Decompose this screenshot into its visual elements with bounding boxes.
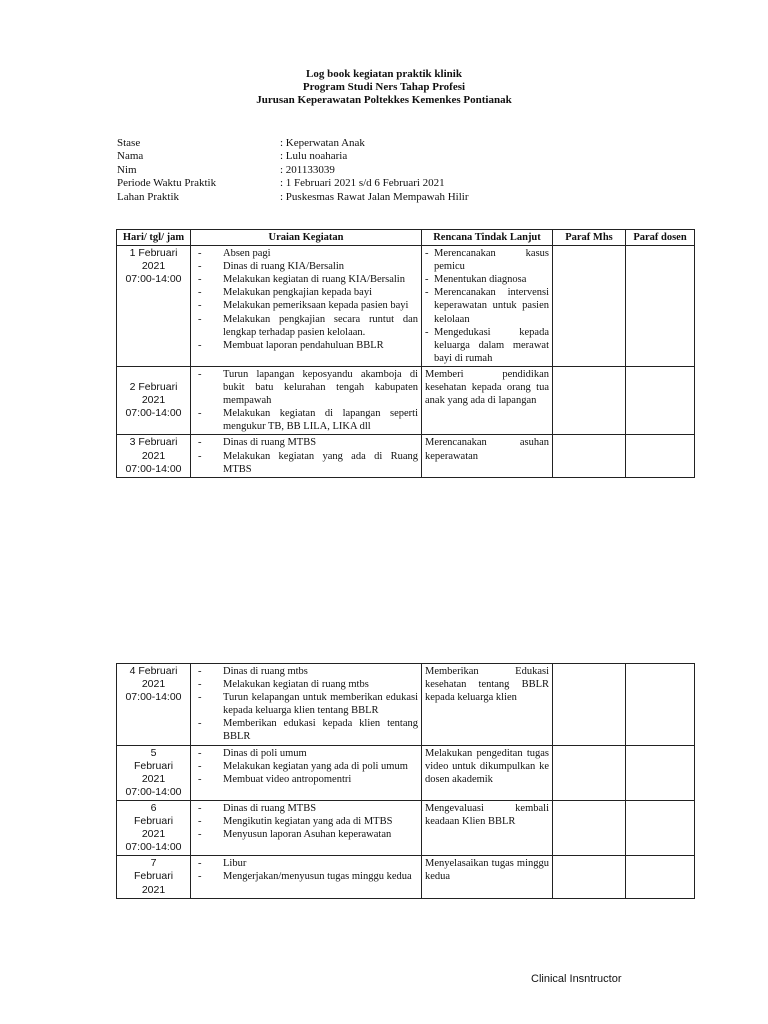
- day-cell: [117, 856, 191, 898]
- student-sign-cell: [553, 664, 626, 746]
- day-time: 07:00-14:00: [125, 462, 182, 475]
- day-cell: [117, 246, 191, 367]
- log-table-page-1: [116, 229, 695, 478]
- log-table-page-2: [116, 663, 695, 899]
- day-time: 07:00-14:00: [125, 407, 182, 420]
- document-title: [0, 68, 768, 107]
- day-year: 2021: [141, 260, 166, 273]
- activity-item: - Dinas di ruang MTBS: [194, 802, 418, 815]
- plan-cell: [422, 246, 553, 367]
- plan-item: - Merencanakan kasus pemicu: [425, 247, 549, 273]
- title-line-1: Log book kegiatan praktik klinik: [306, 68, 462, 80]
- activity-item: - Libur: [194, 857, 418, 870]
- day-time: 07:00-14:00: [125, 841, 182, 854]
- column-header-student-sign: Paraf Mhs: [553, 230, 626, 246]
- info-row-stase: [117, 137, 469, 150]
- activity-cell: [191, 745, 422, 800]
- day-cell: [117, 745, 191, 800]
- activity-item: - Dinas di ruang MTBS: [194, 436, 418, 449]
- student-sign-cell: [553, 246, 626, 367]
- plan-cell: Melakukan pengeditan tugas video untuk dikumpulkan ke dosen akademik: [422, 745, 553, 800]
- day-time: 07:00-14:00: [125, 785, 182, 798]
- activity-item: - Melakukan kegiatan yang ada di poli umum: [194, 760, 418, 773]
- lecturer-sign-cell: [626, 435, 695, 477]
- clinical-instructor-label: Clinical Insntructor: [531, 973, 622, 985]
- column-header-activity: Uraian Kegiatan: [191, 230, 422, 246]
- plan-item: - Menentukan diagnosa: [425, 273, 549, 286]
- table-row: [117, 435, 695, 477]
- activity-cell: [191, 664, 422, 746]
- student-sign-cell: [553, 856, 626, 898]
- day-number: 5: [150, 746, 157, 759]
- plan-cell: Memberikan Edukasi kesehatan tentang BBLR kepada keluarga klien: [422, 664, 553, 746]
- day-year: 2021: [141, 828, 166, 841]
- day-date: 1 Februari: [129, 247, 178, 260]
- activity-item: - Mengikutin kegiatan yang ada di MTBS: [194, 815, 418, 828]
- activity-item: - Melakukan pemeriksaan kepada pasien bayi: [194, 299, 418, 312]
- plan-cell: Menyelasaikan tugas minggu kedua: [422, 856, 553, 898]
- info-row-periode: [117, 177, 469, 190]
- column-header-plan: Rencana Tindak Lanjut: [422, 230, 553, 246]
- activity-item: - Menyusun laporan Asuhan keperawatan: [194, 828, 418, 841]
- day-month: Februari: [133, 759, 174, 772]
- activity-item: - Melakukan kegiatan yang ada di Ruang MTBS: [194, 450, 418, 476]
- day-time: 07:00-14:00: [125, 273, 182, 286]
- activity-item: - Melakukan kegiatan di ruang KIA/Bersalin: [194, 273, 418, 286]
- student-info: [117, 137, 469, 204]
- day-year: 2021: [141, 883, 166, 896]
- title-line-2: Program Studi Ners Tahap Profesi: [302, 81, 466, 93]
- activity-cell: [191, 800, 422, 855]
- lecturer-sign-cell: [626, 745, 695, 800]
- table-row: [117, 745, 695, 800]
- activity-item: - Melakukan pengkajian secara runtut dan lengkap terhadap pasien kelolaan.: [194, 313, 418, 339]
- day-year: 2021: [141, 449, 166, 462]
- info-value: : 1 Februari 2021 s/d 6 Februari 2021: [280, 177, 445, 190]
- table-row: [117, 246, 695, 367]
- activity-item: - Melakukan pengkajian kepada bayi: [194, 286, 418, 299]
- info-label: Periode Waktu Praktik: [117, 177, 217, 190]
- plan-cell: Mengevaluasi kembali keadaan Klien BBLR: [422, 800, 553, 855]
- plan-cell: Memberi pendidikan kesehatan kepada orang tua anak yang ada di lapangan: [422, 366, 553, 434]
- info-value: : 201133039: [280, 163, 335, 176]
- student-sign-cell: [553, 435, 626, 477]
- activity-item: - Turun kelapangan untuk memberikan edukasi kepada keluarga klien tentang BBLR: [194, 691, 418, 717]
- activity-item: - Melakukan kegiatan di ruang mtbs: [194, 678, 418, 691]
- activity-item: - Dinas di ruang KIA/Bersalin: [194, 260, 418, 273]
- day-cell: [117, 664, 191, 746]
- activity-item: - Melakukan kegiatan di lapangan seperti mengukur TB, BB LILA, LIKA dll: [194, 407, 418, 433]
- table-row: [117, 856, 695, 898]
- student-sign-cell: [553, 800, 626, 855]
- info-label: Stase: [117, 137, 141, 149]
- day-year: 2021: [141, 678, 166, 691]
- activity-cell: [191, 246, 422, 367]
- activity-cell: [191, 366, 422, 434]
- day-time: 07:00-14:00: [125, 691, 182, 704]
- day-month: Februari: [133, 870, 174, 883]
- activity-item: - Dinas di poli umum: [194, 747, 418, 760]
- lecturer-sign-cell: [626, 856, 695, 898]
- lecturer-sign-cell: [626, 246, 695, 367]
- info-value: : Puskesmas Rawat Jalan Mempawah Hilir: [280, 190, 469, 203]
- activity-item: - Absen pagi: [194, 247, 418, 260]
- day-number: 6: [150, 801, 157, 814]
- info-row-lahan: [117, 191, 469, 204]
- info-row-nim: [117, 164, 469, 177]
- table-row: [117, 800, 695, 855]
- activity-item: - Dinas di ruang mtbs: [194, 665, 418, 678]
- lecturer-sign-cell: [626, 800, 695, 855]
- day-year: 2021: [141, 394, 166, 407]
- day-date: 2 Februari: [129, 381, 178, 394]
- column-header-lecturer-sign: Paraf dosen: [626, 230, 695, 246]
- activity-item: - Memberikan edukasi kepada klien tentang BBLR: [194, 717, 418, 743]
- table-header-row: [117, 230, 695, 246]
- activity-cell: [191, 435, 422, 477]
- student-sign-cell: [553, 745, 626, 800]
- info-value: : Lulu noaharia: [280, 150, 348, 163]
- day-year: 2021: [141, 772, 166, 785]
- day-date: 4 Februari: [129, 665, 178, 677]
- day-cell: [117, 800, 191, 855]
- activity-item: - Turun lapangan keposyandu akamboja di bukit batu kelurahan tengah kabupaten mempawah: [194, 368, 418, 407]
- day-cell: [117, 366, 191, 434]
- info-row-nama: [117, 150, 469, 163]
- student-sign-cell: [553, 366, 626, 434]
- lecturer-sign-cell: [626, 366, 695, 434]
- table-row: [117, 366, 695, 434]
- day-month: Februari: [133, 815, 174, 828]
- plan-item: - Mengedukasi kepada keluarga dalam merawat bayi di rumah: [425, 326, 549, 365]
- table-row: [117, 664, 695, 746]
- info-label: Nim: [117, 163, 137, 176]
- activity-item: - Membuat laporan pendahuluan BBLR: [194, 339, 418, 352]
- activity-item: - Membuat video antropomentri: [194, 773, 418, 786]
- day-cell: [117, 435, 191, 477]
- activity-cell: [191, 856, 422, 898]
- plan-cell: Merencanakan asuhan keperawatan: [422, 435, 553, 477]
- info-label: Nama: [117, 150, 144, 163]
- info-value: : Keperwatan Anak: [280, 137, 365, 149]
- activity-item: - Mengerjakan/menyusun tugas minggu kedua: [194, 870, 418, 883]
- day-number: 7: [150, 857, 157, 870]
- day-date: 3 Februari: [129, 436, 178, 449]
- lecturer-sign-cell: [626, 664, 695, 746]
- column-header-day: Hari/ tgl/ jam: [117, 230, 191, 246]
- title-line-3: Jurusan Keperawatan Poltekkes Kemenkes Pontianak: [256, 94, 512, 106]
- info-label: Lahan Praktik: [117, 190, 180, 203]
- plan-item: - Merencanakan intervensi keperawatan untuk pasien kelolaan: [425, 286, 549, 325]
